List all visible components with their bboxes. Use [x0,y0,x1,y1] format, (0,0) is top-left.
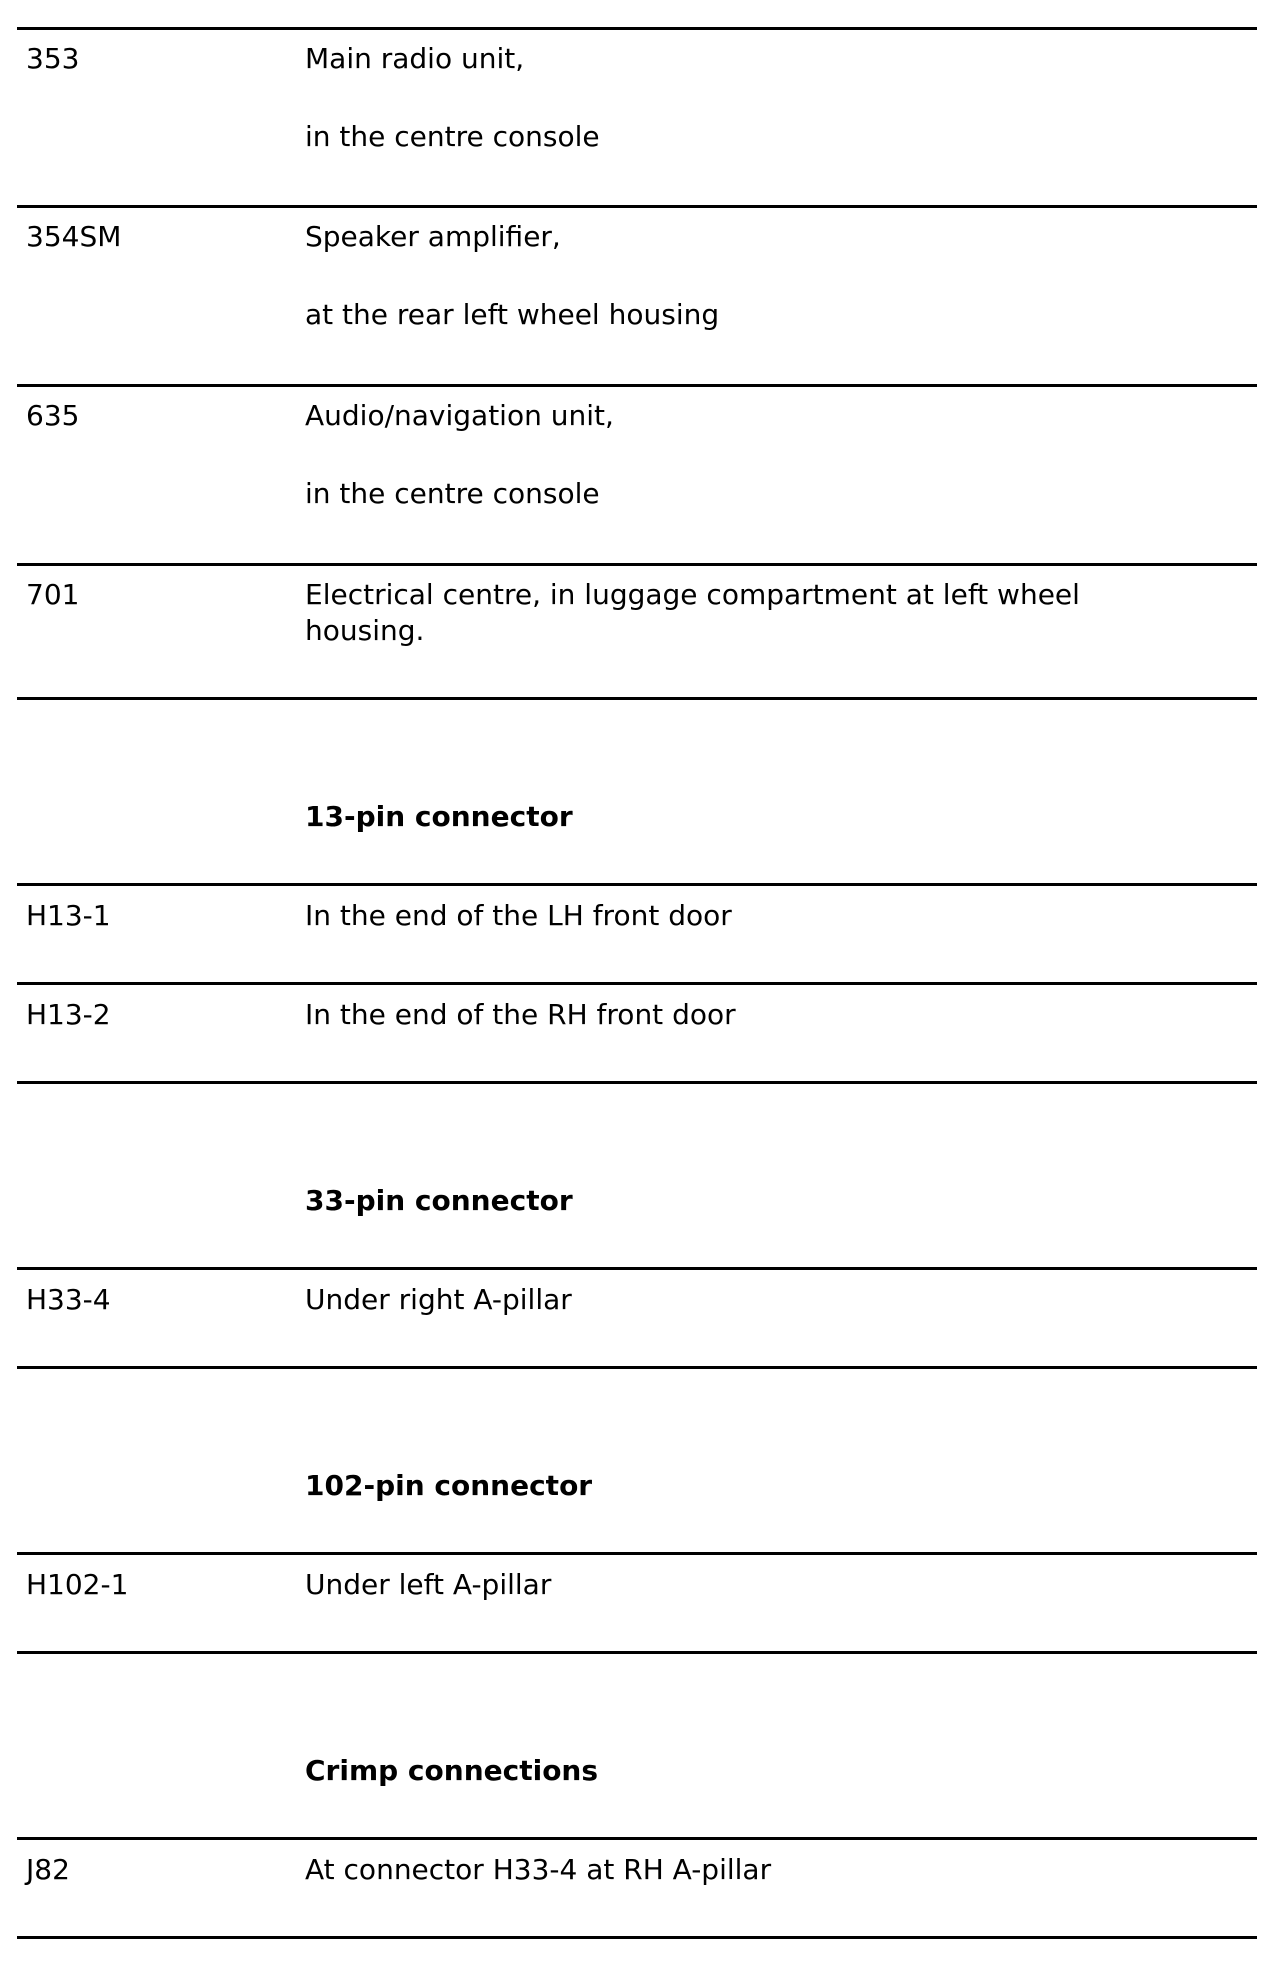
table-row-description: Under left A-pillar [305,1568,552,1601]
row-divider [17,563,1257,566]
row-divider [17,1366,1257,1369]
table-row-description: At connector H33-4 at RH A-pillar [305,1853,772,1886]
row-divider [17,883,1257,886]
table-row-code: J82 [26,1853,70,1886]
row-divider [17,1837,1257,1840]
row-divider [17,1651,1257,1654]
row-divider [17,384,1257,387]
table-row-description: in the centre console [305,120,600,153]
row-divider [17,1081,1257,1084]
section-heading: 33-pin connector [305,1184,573,1217]
row-divider [17,1267,1257,1270]
row-divider [17,205,1257,208]
table-row-code: 354SM [26,220,122,253]
row-divider [17,1936,1257,1939]
row-divider [17,1552,1257,1555]
table-row-description: Under right A-pillar [305,1283,572,1316]
table-row-description: In the end of the LH front door [305,899,732,932]
table-row-code: H13-1 [26,899,111,932]
row-divider [17,27,1257,30]
table-row-code: 353 [26,42,80,75]
table-row-description: in the centre console [305,477,600,510]
section-heading: 13-pin connector [305,800,573,833]
table-row-code: 635 [26,399,80,432]
table-row-description: Electrical centre, in luggage compartment at left wheel housing. [305,578,1080,647]
section-heading: 102-pin connector [305,1469,593,1502]
table-row-description: Main radio unit, [305,42,525,75]
table-row-code: 701 [26,578,80,611]
row-divider [17,697,1257,700]
row-divider [17,982,1257,985]
table-row-code: H33-4 [26,1283,111,1316]
table-row-code: H102-1 [26,1568,129,1601]
table-row-code: H13-2 [26,998,111,1031]
table-row-description: In the end of the RH front door [305,998,736,1031]
table-row-description: Audio/navigation unit, [305,399,614,432]
table-row-description: at the rear left wheel housing [305,298,720,331]
table-row-description: Speaker amplifier, [305,220,561,253]
section-heading: Crimp connections [305,1754,599,1787]
